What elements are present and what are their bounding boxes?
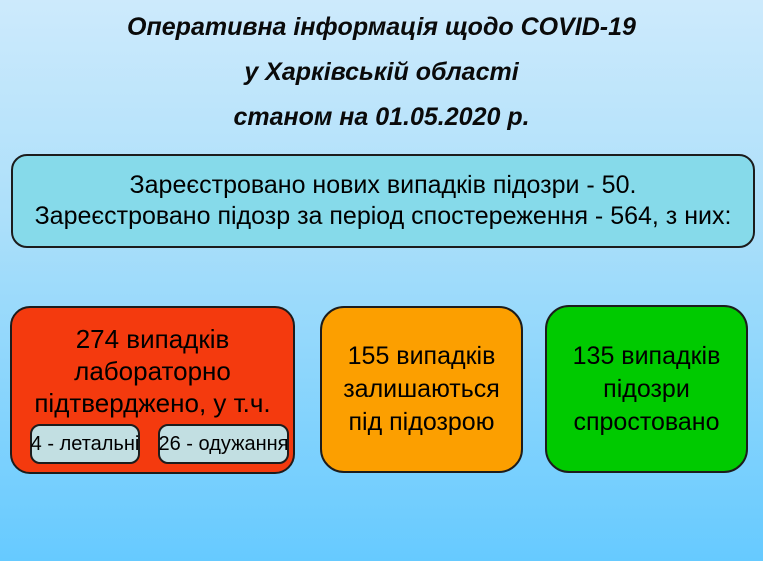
summary-box (11, 154, 755, 248)
title-line-1: Оперативна інформація щодо COVID-19 (127, 13, 636, 41)
confirmed-line-2: лабораторно (74, 356, 231, 386)
badge-lethal-label: 4 - летальні (30, 432, 140, 455)
confirmed-cases-text (12, 308, 293, 419)
under-suspicion-line-2: залишаються (343, 375, 500, 403)
badge-recovered-label: 26 - одужання (158, 432, 289, 455)
summary-line-total-cases: Зареєстровано підозр за період спостереження - 564, з них: (34, 202, 732, 230)
badge-lethal-cases (30, 424, 140, 464)
title-line-2: у Харківській області (244, 58, 519, 86)
refuted-line-2: підозри (603, 374, 690, 403)
card-under-suspicion (320, 306, 523, 473)
confirmed-line-3: підтверджено, у т.ч. (34, 388, 271, 418)
page-title (0, 5, 763, 140)
title-line-3: станом на 01.05.2020 р. (233, 103, 530, 131)
under-suspicion-line-1: 155 випадків (347, 342, 496, 370)
refuted-line-1: 135 випадків (572, 341, 721, 370)
card-confirmed-cases (10, 306, 295, 474)
badge-recovered-cases (158, 424, 289, 464)
summary-line-new-cases: Зареєстровано нових випадків підозри - 50. (129, 171, 637, 199)
refuted-line-3: спростовано (573, 407, 720, 436)
card-refuted (545, 305, 748, 473)
under-suspicion-line-3: під підозрою (348, 408, 495, 436)
confirmed-line-1: 274 випадків (75, 324, 230, 354)
